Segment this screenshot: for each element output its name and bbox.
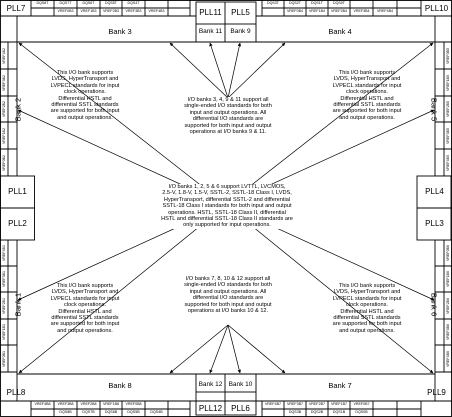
pin-label: VREF1B2 <box>2 127 7 144</box>
bank-label: Bank 10 <box>228 381 253 388</box>
bank-description-bottom-right: This I/O bank supports LVDS, HyperTransport and LVPECL standards for input clock operations. Differential HSTL and differential SSTL standards are supported for both input and output operations. <box>332 283 402 334</box>
bank-label: Bank 2 <box>13 97 23 122</box>
bank-label: Bank 11 <box>198 28 223 35</box>
center-banks-description: I/O banks 1, 2, 5 & 6 support LVTTL, LVCMOS, 2.5-V, 1.8-V, 1.5-V, SSTL-2, SSTL-18 Class I, LVDS, HyperTransport, differential SSTL-2 and differential SSTL-18 Class I standards for both input and output operations. HSTL, SSTL-18 Class II, differential HSTL and differential SSTL-18 Class II standards are only supported for input operations. <box>146 184 308 229</box>
pin-label: VREF3B4 <box>353 9 370 13</box>
pin-label: VREF3B1 <box>2 271 7 287</box>
pin-label: VREF3B2 <box>2 74 7 91</box>
pin-label: VREF2B3 <box>103 9 119 13</box>
pll-label: PLL6 <box>231 404 250 413</box>
pin-label: VREF2B8 <box>80 402 97 406</box>
pin-label: VREF1B7 <box>331 402 347 406</box>
bank-label: Bank 7 <box>328 381 352 390</box>
pin-label: VREF0B7 <box>353 402 370 406</box>
pin-label: DQS5B <box>127 410 140 414</box>
pin-label: VREF2B5 <box>446 101 451 117</box>
pll-label: PLL8 <box>6 388 26 397</box>
pin-label: DQS4T <box>127 1 140 5</box>
pin-label: VREF3B3 <box>125 9 142 13</box>
top-banks-description: I/O banks 3, 4, 9 & 11 support all single-ended I/O standards for both input and output operations. All differential I/O standards are supported for both input and output operations at I/O banks 9 & 11. <box>168 97 288 135</box>
pin-label: DQS2T <box>289 1 301 5</box>
bank-label: Bank 1 <box>13 292 23 317</box>
bank-description-bottom-left: This I/O bank supports LVDS, HyperTransport and LVPECL standards for input clock operations. Differential HSTL and differential SSTL standards are supported for both input and output operations. <box>50 283 120 334</box>
pin-label: VREF0B2 <box>2 154 7 171</box>
bank-label: Bank 12 <box>198 381 223 388</box>
pin-label: VREF2B4 <box>331 9 347 13</box>
pin-label: DQS2B <box>310 410 324 414</box>
pin-label: DQS4B <box>150 410 163 414</box>
pin-label: VREF0B3 <box>57 9 74 13</box>
pin-label: VREF4B4 <box>377 9 393 13</box>
pin-label: VREF0B1 <box>2 350 7 367</box>
bank-label: Bank 9 <box>230 28 251 35</box>
pll-label: PLL9 <box>427 388 446 397</box>
pll-label: PLL11 <box>199 8 222 17</box>
pin-label: VREF2B7 <box>309 402 325 406</box>
bank-label: Bank 6 <box>429 292 439 317</box>
bank-label: Bank 8 <box>108 381 132 390</box>
pin-label: DQS8T <box>36 1 49 5</box>
pin-label: DQS6T <box>82 1 95 5</box>
pin-label: VREF0B8 <box>125 402 142 406</box>
pin-label: VREF2B2 <box>2 101 7 117</box>
pin-label: DQS3B <box>288 410 302 414</box>
pin-label: DQS5T <box>105 1 117 5</box>
pin-label: VREF1B5 <box>446 74 451 91</box>
pin-label: VREF2B1 <box>2 297 7 314</box>
pin-label: DQS7B <box>82 410 95 414</box>
pin-label: VREF0B4 <box>287 9 303 13</box>
pin-label: VREF1B8 <box>103 402 119 406</box>
bank-label: Bank 4 <box>328 27 352 36</box>
pin-label: VREF0B6 <box>446 245 451 261</box>
bank-label: Bank 3 <box>108 27 132 36</box>
pin-label: VREF4B1 <box>2 245 7 261</box>
pin-label: VREF4B7 <box>265 402 281 406</box>
pin-label: DQS6B <box>104 410 118 414</box>
pin-label: VREF1B6 <box>446 271 451 287</box>
pin-label: VREF2B6 <box>446 297 451 314</box>
pin-label: VREF3B5 <box>446 127 451 144</box>
bank-description-top-left: This I/O bank supports LVDS, HyperTransport and LVPECL standards for input clock operations. Differential HSTL and differential SSTL standards are supported for both input and output operations. <box>50 70 120 121</box>
pll-label: PLL3 <box>425 219 444 228</box>
pin-label: DQS1B <box>332 410 346 414</box>
pin-label: VREF0B5 <box>446 47 451 64</box>
pll-label: PLL12 <box>198 404 223 413</box>
pll-label: PLL5 <box>231 8 250 17</box>
pll-label: PLL1 <box>8 187 27 196</box>
pin-label: VREF4B3 <box>148 9 165 13</box>
pll-label: PLL10 <box>424 4 449 13</box>
pin-label: VREF1B1 <box>2 324 7 340</box>
bank-description-top-right: This I/O bank supports LVDS, HyperTransport and LVPECL standards for input clock operations. Differential HSTL and differential SSTL standards are supported for both input and output operations. <box>332 70 402 121</box>
pin-label: DQS0T <box>333 1 345 5</box>
pin-label: VREF4B8 <box>34 402 51 406</box>
pin-label: DQS7T <box>59 1 72 5</box>
pin-label: VREF3B6 <box>446 324 451 340</box>
pll-label: PLL4 <box>425 187 444 196</box>
pll-label: PLL2 <box>8 219 27 228</box>
bottom-banks-description: I/O banks 7, 8, 10 & 12 support all single-ended I/O standards for both input and output operations. All differential I/O standards are supported for both input and output operations at I/O banks 10 & 12. <box>168 276 288 314</box>
bank-label: Bank 5 <box>429 97 439 122</box>
pin-label: DQS8B <box>59 410 72 414</box>
pin-label: VREF1B4 <box>309 9 325 13</box>
pin-label: VREF3B7 <box>287 402 303 406</box>
pin-label: DQS0B <box>355 410 368 414</box>
pin-label: DQS1T <box>311 1 323 5</box>
pin-label: VREF4B6 <box>446 350 451 367</box>
pin-label: DQS3T <box>267 1 279 5</box>
pin-label: VREF4B5 <box>446 154 451 171</box>
pin-label: VREF1B3 <box>80 9 97 13</box>
pll-label: PLL7 <box>6 4 26 13</box>
pin-label: VREF3B8 <box>57 402 74 406</box>
pin-label: VREF4B2 <box>2 47 7 64</box>
